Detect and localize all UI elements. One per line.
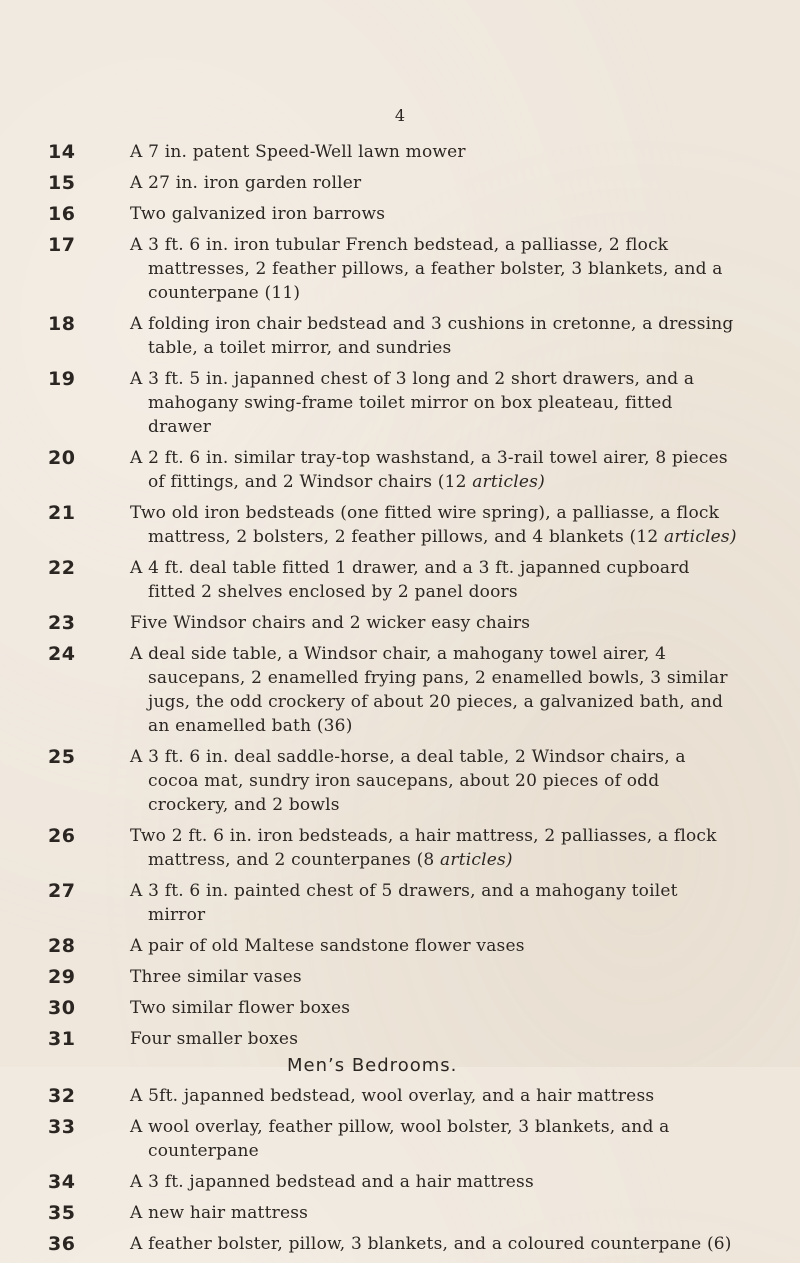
- lot-description: A 7 in. patent Speed-Well lawn mower: [130, 142, 466, 162]
- lot-entry: [48, 996, 740, 1020]
- lot-entry: [48, 1232, 740, 1256]
- lot-entry: [48, 611, 740, 635]
- lot-entry: [48, 1170, 740, 1194]
- lot-description: A folding iron chair bedstead and 3 cushions in cretonne, a dressing table, a toilet mirror, and sundries: [130, 314, 734, 358]
- lot-number: 15: [48, 172, 76, 194]
- lot-number: 23: [48, 612, 76, 634]
- lot-description: Two similar flower boxes: [130, 998, 351, 1018]
- lot-number: 35: [48, 1202, 76, 1224]
- lot-entry: [48, 233, 740, 305]
- lot-entry: [48, 965, 740, 989]
- lot-description: A 5ft. japanned bedstead, wool overlay, and a hair mattress: [130, 1086, 655, 1106]
- lot-number: 17: [48, 234, 76, 256]
- lot-description: Two galvanized iron barrows: [130, 204, 386, 224]
- lot-entry: [48, 140, 740, 164]
- lot-description: Two 2 ft. 6 in. iron bedsteads, a hair mattress, 2 palliasses, a flock mattress, and 2 counterpanes (8: [130, 826, 717, 870]
- lot-description: Five Windsor chairs and 2 wicker easy chairs: [130, 613, 531, 633]
- lot-entry: [48, 1115, 740, 1163]
- lot-number: 25: [48, 746, 76, 768]
- lot-description: A 3 ft. 5 in. japanned chest of 3 long and 2 short drawers, and a mahogany swing-frame toilet mirror on box pleateau, fitted drawer: [130, 369, 695, 437]
- lot-description: A 2 ft. 6 in. similar tray-top washstand, a 3-rail towel airer, 8 pieces of fittings, and 2 Windsor chairs (12: [130, 448, 728, 492]
- lot-entry: [48, 446, 740, 494]
- lot-entry: [48, 879, 740, 927]
- lot-entry: [48, 1027, 740, 1051]
- lot-number: 26: [48, 825, 76, 847]
- lot-note: articles): [663, 527, 737, 547]
- lot-description: A wool overlay, feather pillow, wool bolster, 3 blankets, and a counterpane: [130, 1117, 670, 1161]
- lot-number: 31: [48, 1028, 76, 1050]
- lot-note: articles): [472, 472, 545, 492]
- lot-number: 24: [48, 643, 76, 665]
- page-number: 4: [394, 106, 406, 125]
- lot-entry: [48, 745, 740, 817]
- lot-description: A 3 ft. 6 in. painted chest of 5 drawers, and a mahogany toilet mirror: [130, 881, 678, 925]
- lot-number: 21: [48, 502, 76, 524]
- lot-entry: [48, 556, 740, 604]
- lot-number: 22: [48, 557, 76, 579]
- lot-entry: [48, 934, 740, 958]
- section-heading: Men’s Bedrooms.: [287, 1055, 458, 1076]
- lot-entry: [48, 171, 740, 195]
- lot-entry: [48, 367, 740, 439]
- lot-entry: [48, 501, 740, 549]
- lot-entry: [48, 312, 740, 360]
- lot-note: articles): [440, 850, 513, 870]
- lot-number: 28: [48, 935, 76, 957]
- lot-description: A feather bolster, pillow, 3 blankets, and a coloured counterpane (6): [130, 1234, 732, 1254]
- lot-entry: [48, 1201, 740, 1225]
- lot-number: 29: [48, 966, 76, 988]
- lot-description: A new hair mattress: [130, 1203, 309, 1223]
- lot-description: Four smaller boxes: [130, 1029, 299, 1049]
- lot-description: Two old iron bedsteads (one fitted wire spring), a palliasse, a flock mattress, 2 bolsters, 2 feather pillows, and 4 blankets (12: [130, 503, 720, 547]
- lot-number: 27: [48, 880, 76, 902]
- lot-description: A 3 ft. 6 in. deal saddle-horse, a deal table, 2 Windsor chairs, a cocoa mat, sundry iron saucepans, about 20 pieces of odd crockery, and 2 bowls: [130, 747, 686, 815]
- lot-description: A 4 ft. deal table fitted 1 drawer, and a 3 ft. japanned cupboard fitted 2 shelves enclosed by 2 panel doors: [130, 558, 690, 602]
- lot-number: 36: [48, 1233, 76, 1255]
- lot-entry: [48, 642, 740, 738]
- lot-number: 34: [48, 1171, 76, 1193]
- lot-description: A deal side table, a Windsor chair, a mahogany towel airer, 4 saucepans, 2 enamelled frying pans, 2 enamelled bowls, 3 similar jugs, the odd crockery of about 20 pieces, a galvanized bath, and an enamelled bath (36): [130, 644, 728, 736]
- lot-description: A 27 in. iron garden roller: [130, 173, 362, 193]
- lot-number: 30: [48, 997, 76, 1019]
- lot-number: 14: [48, 141, 76, 163]
- lot-entry: [48, 202, 740, 226]
- lot-number: 32: [48, 1085, 76, 1107]
- lot-number: 33: [48, 1116, 76, 1138]
- lot-number: 18: [48, 313, 76, 335]
- lot-description: A 3 ft. 6 in. iron tubular French bedstead, a palliasse, 2 flock mattresses, 2 feather pillows, a feather bolster, 3 blankets, and a counterpane (11): [130, 235, 723, 303]
- lot-number: 20: [48, 447, 76, 469]
- lot-list: [48, 140, 740, 1263]
- lot-description: A 3 ft. japanned bedstead and a hair mattress: [130, 1172, 534, 1192]
- lot-entry: [48, 1084, 740, 1108]
- lot-description: A pair of old Maltese sandstone flower vases: [130, 936, 525, 956]
- lot-number: 16: [48, 203, 76, 225]
- lot-entry: [48, 824, 740, 872]
- lot-description: Three similar vases: [130, 967, 302, 987]
- lot-number: 19: [48, 368, 76, 390]
